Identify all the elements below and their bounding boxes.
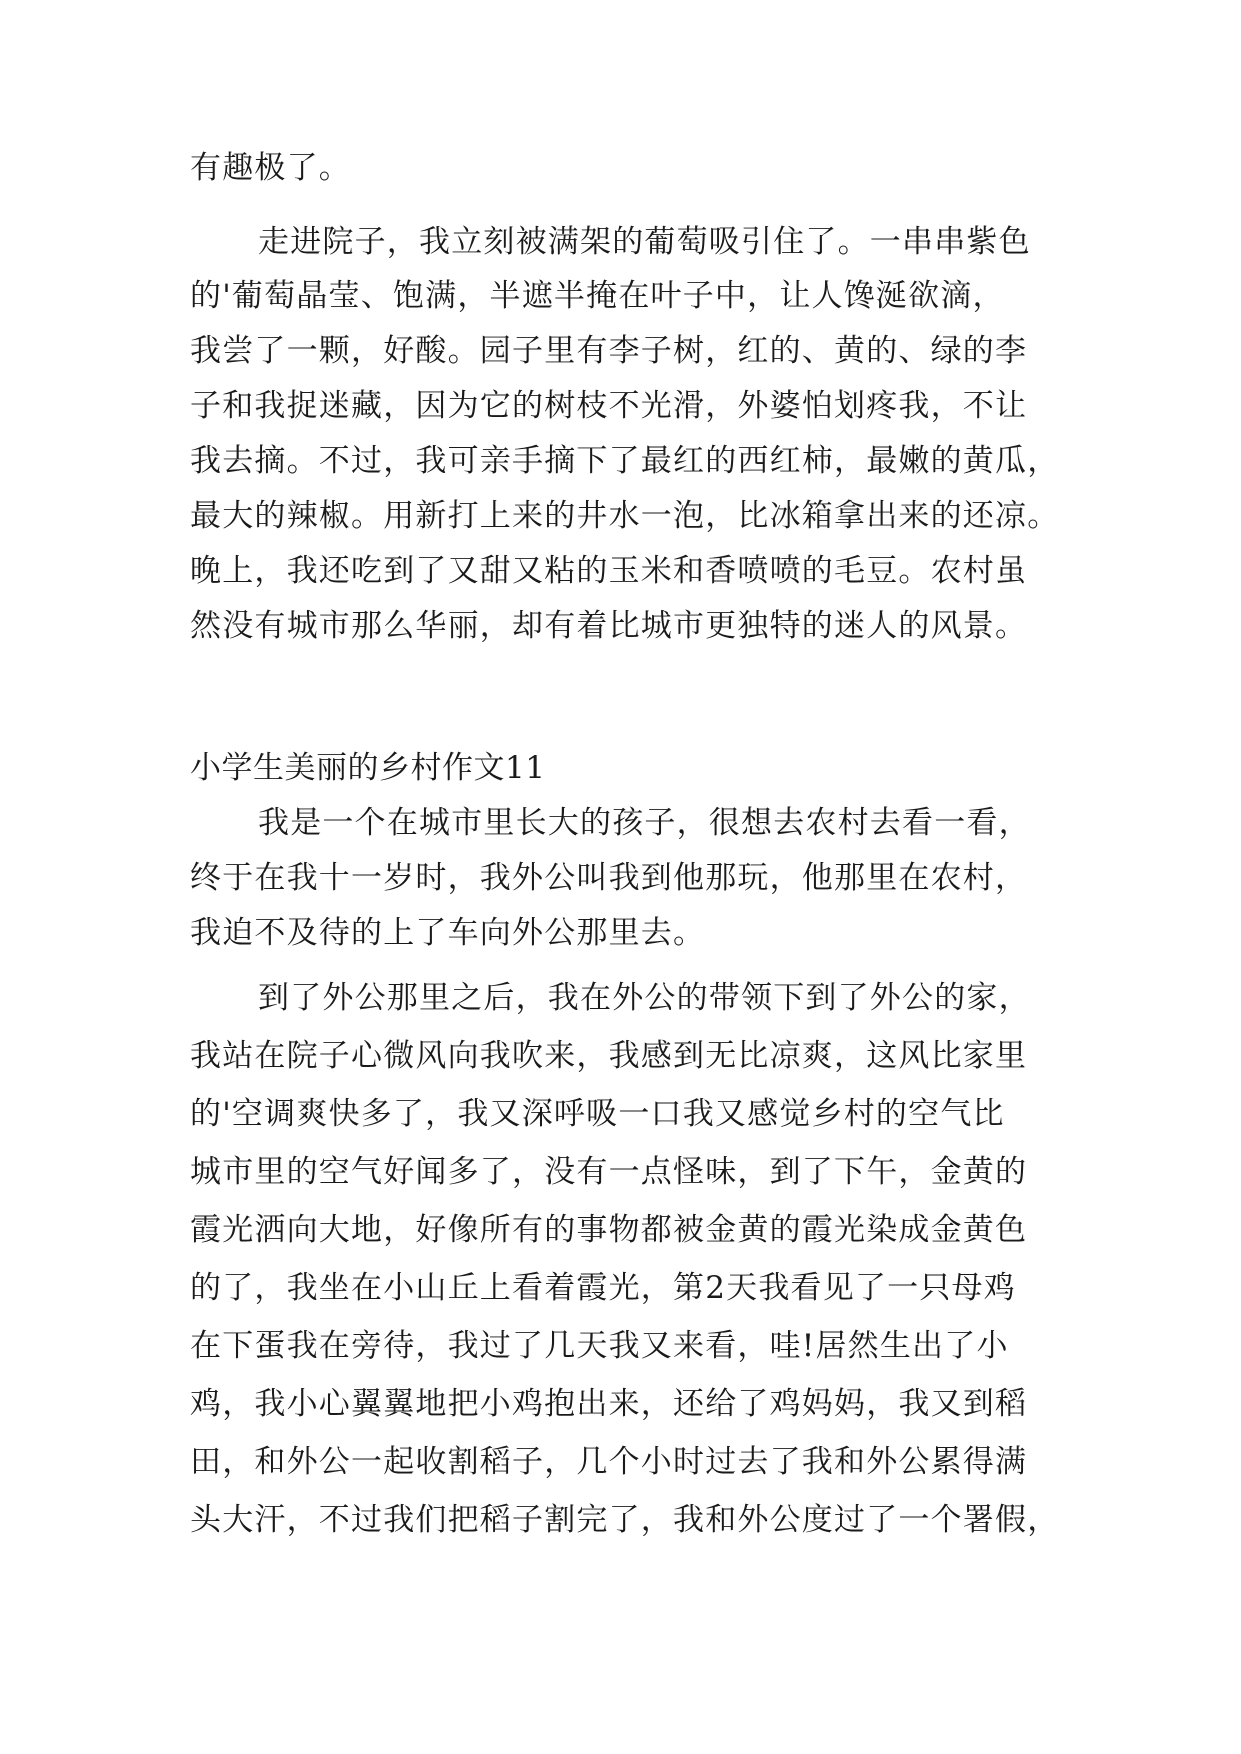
text-line: 最大的辣椒。用新打上来的井水一泡，比冰箱拿出来的还凉。 — [190, 498, 1060, 534]
text-line: 田，和外公一起收割稻子，几个小时过去了我和外公累得满 — [190, 1444, 1028, 1480]
section-title: 小学生美丽的乡村作文11 — [190, 750, 546, 786]
text-line: 然没有城市那么华丽，却有着比城市更独特的迷人的风景。 — [190, 608, 1028, 644]
text-line: 的了，我坐在小山丘上看着霞光，第2天我看见了一只母鸡 — [190, 1270, 1016, 1306]
text-line: 晚上，我还吃到了又甜又粘的玉米和香喷喷的毛豆。农村虽 — [190, 553, 1028, 589]
text-line: 我去摘。不过，我可亲手摘下了最红的西红柿，最嫩的黄瓜， — [190, 443, 1060, 479]
paragraph-first-line: 我是一个在城市里长大的孩子，很想去农村去看一看， — [258, 805, 1031, 841]
text-line: 的'空调爽快多了，我又深呼吸一口我又感觉乡村的空气比 — [190, 1096, 1005, 1132]
text-line: 我站在院子心微风向我吹来，我感到无比凉爽，这风比家里 — [190, 1038, 1028, 1074]
paragraph-first-line: 到了外公那里之后，我在外公的带领下到了外公的家， — [258, 980, 1031, 1016]
paragraph-first-line: 走进院子，我立刻被满架的葡萄吸引住了。一串串紫色 — [258, 224, 1031, 260]
text-line: 的'葡萄晶莹、饱满，半遮半掩在叶子中，让人馋涎欲滴， — [190, 278, 1005, 314]
text-line: 子和我捉迷藏，因为它的树枝不光滑，外婆怕划疼我，不让 — [190, 388, 1028, 424]
text-line: 头大汗，不过我们把稻子割完了，我和外公度过了一个署假， — [190, 1502, 1060, 1538]
text-line: 鸡，我小心翼翼地把小鸡抱出来，还给了鸡妈妈，我又到稻 — [190, 1386, 1028, 1422]
text-line: 我迫不及待的上了车向外公那里去。 — [190, 915, 706, 951]
text-line: 有趣极了。 — [190, 150, 351, 186]
text-line: 终于在我十一岁时，我外公叫我到他那玩，他那里在农村， — [190, 860, 1028, 896]
text-line: 我尝了一颗，好酸。园子里有李子树，红的、黄的、绿的李 — [190, 333, 1028, 369]
text-line: 城市里的空气好闻多了，没有一点怪味，到了下午，金黄的 — [190, 1154, 1028, 1190]
text-line: 在下蛋我在旁待，我过了几天我又来看，哇!居然生出了小 — [190, 1328, 1009, 1364]
text-line: 霞光洒向大地，好像所有的事物都被金黄的霞光染成金黄色 — [190, 1212, 1028, 1248]
